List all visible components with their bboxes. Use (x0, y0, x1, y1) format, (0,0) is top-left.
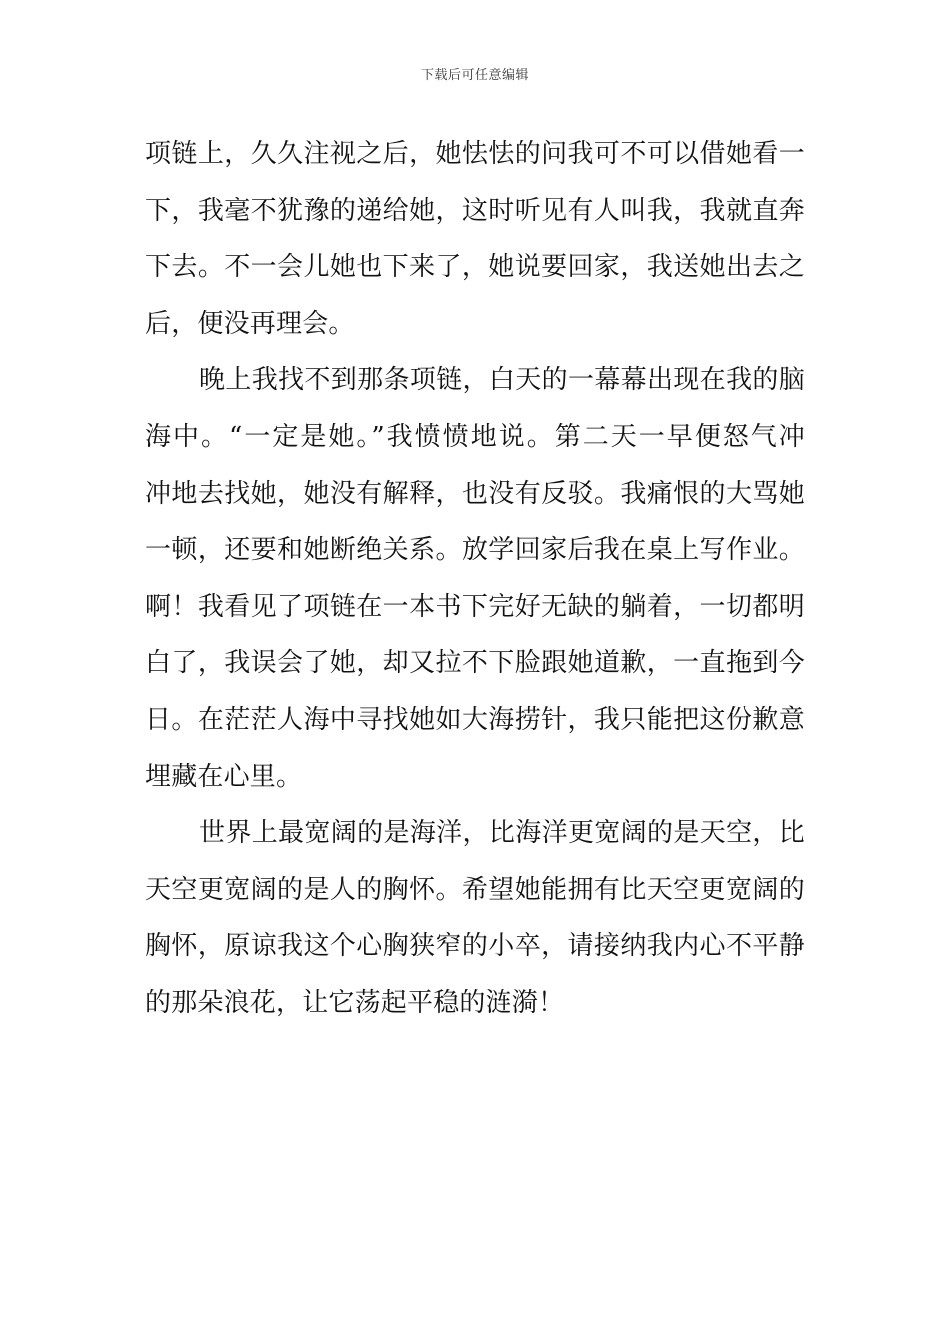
paragraph-2 (145, 352, 805, 805)
text-line: 一顿，还要和她断绝关系。放学回家后我在桌上写作业。 (145, 535, 805, 566)
text-line: 啊！我看见了项链在一本书下完好无缺的躺着，一切都明 (145, 591, 805, 622)
text-line: 天空更宽阔的是人的胸怀。希望她能拥有比天空更宽阔的 (145, 874, 805, 905)
text-line: 后，便没再理会。 (145, 308, 355, 339)
text-line: 项链上，久久注视之后，她怯怯的问我可不可以借她看一 (145, 139, 805, 169)
text-line: 下去。不一会儿她也下来了，她说要回家，我送她出去之 (145, 252, 805, 283)
text-line: 胸怀，原谅我这个心胸狭窄的小卒，请接纳我内心不平静 (145, 931, 805, 962)
text-line: 海中。“一定是她。”我愤愤地说。第二天一早便怒气冲 (145, 421, 805, 452)
paragraph-1 (145, 126, 805, 352)
text-line: 下，我毫不犹豫的递给她，这时听见有人叫我，我就直奔 (145, 195, 805, 226)
text-line: 的那朵浪花，让它荡起平稳的涟漪！ (145, 987, 565, 1018)
text-line: 晚上我找不到那条项链，白天的一幕幕出现在我的脑 (199, 365, 805, 396)
text-line: 埋藏在心里。 (145, 761, 303, 792)
text-line: 日。在茫茫人海中寻找她如大海捞针，我只能把这份歉意 (145, 704, 805, 735)
document-body (145, 126, 805, 1032)
text-line: 白了，我误会了她，却又拉不下脸跟她道歉，一直拖到今 (145, 648, 805, 679)
page-header: 下载后可任意编辑 (420, 68, 529, 83)
paragraph-3 (145, 805, 805, 1031)
text-line: 冲地去找她，她没有解释，也没有反驳。我痛恨的大骂她 (145, 478, 805, 509)
text-line: 世界上最宽阔的是海洋，比海洋更宽阔的是天空，比 (199, 818, 805, 849)
